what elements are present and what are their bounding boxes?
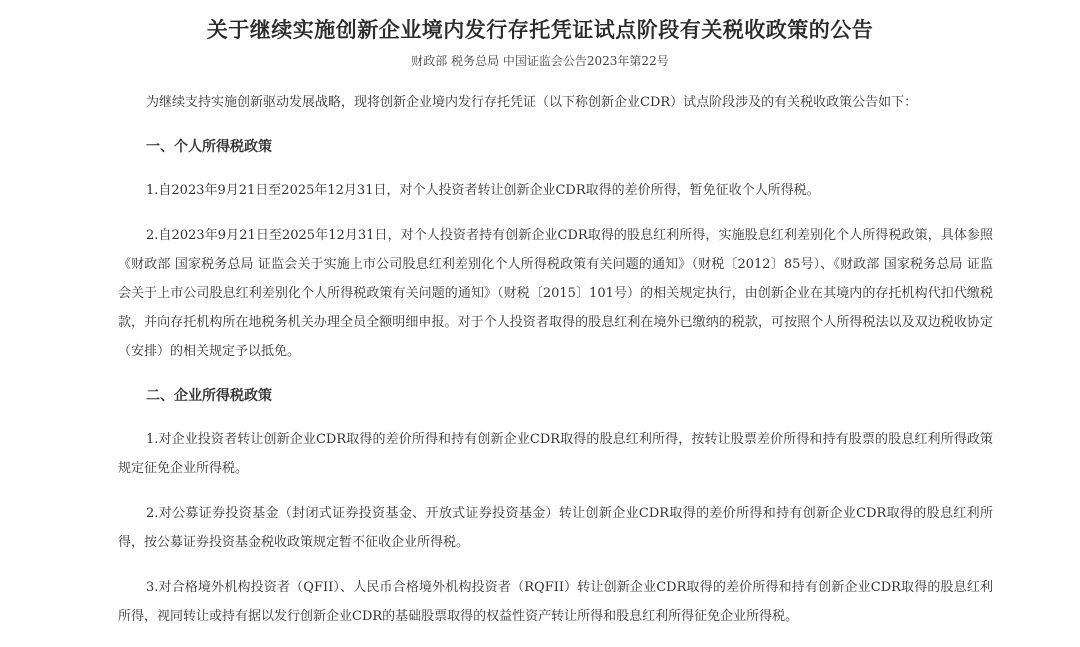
intro-paragraph: 为继续支持实施创新驱动发展战略，现将创新企业境内发行存托凭证（以下称创新企业CDR）试点阶段涉及的有关税收政策公告如下： <box>146 95 918 110</box>
corporate-tax-item-1: 1.对企业投资者转让创新企业CDR取得的差价所得和持有创新企业CDR取得的股息红利所得，按转让股票差价所得和持有股票的股息红利所得政策规定征免企业所得税。 <box>118 432 993 476</box>
page-title: 关于继续实施创新企业境内发行存托凭证试点阶段有关税收政策的公告 <box>206 17 874 42</box>
section-heading-corporate-tax: 二、企业所得税政策 <box>146 388 272 404</box>
corporate-tax-item-3: 3.对合格境外机构投资者（QFII）、人民币合格境外机构投资者（RQFII）转让创新企业CDR取得的差价所得和持有创新企业CDR取得的股息红利所得，视同转让或持有据以发行创新企业CDR的基础股票取得的权益性资产转让所得和股息红利所得征免企业所得税。 <box>118 580 993 624</box>
individual-tax-item-2: 2.自2023年9月21日至2025年12月31日，对个人投资者持有创新企业CDR取得的股息红利所得，实施股息红利差别化个人所得税政策，具体参照《财政部 国家税务总局 证监会关于实施上市公司股息红利差别化个人所得税政策有关问题的通知》（财税〔2012〕85号）、《财政部 国家税务总局 证监会关于上市公司股息红利差别化个人所得税政策有关问题的通知》（财税〔2015〕101号）的相关规定执行，由创新企业在其境内的存托机构代扣代缴税款，并向存托机构所在地税务机关办理全员全额明细申报。对于个人投资者取得的股息红利在境外已缴纳的税款，可按照个人所得税法以及双边税收协定（安排）的相关规定予以抵免。 <box>118 228 993 359</box>
document-number: 财政部 税务总局 中国证监会公告2023年第22号 <box>411 54 669 68</box>
section-heading-individual-tax: 一、个人所得税政策 <box>146 139 272 155</box>
individual-tax-item-1: 1.自2023年9月21日至2025年12月31日，对个人投资者转让创新企业CDR取得的差价所得，暂免征收个人所得税。 <box>146 183 820 198</box>
corporate-tax-item-2: 2.对公募证券投资基金（封闭式证券投资基金、开放式证券投资基金）转让创新企业CDR取得的差价所得和持有创新企业CDR取得的股息红利所得，按公募证券投资基金税收政策规定暂不征收企业所得税。 <box>118 506 993 550</box>
announcement-body <box>118 88 993 647</box>
